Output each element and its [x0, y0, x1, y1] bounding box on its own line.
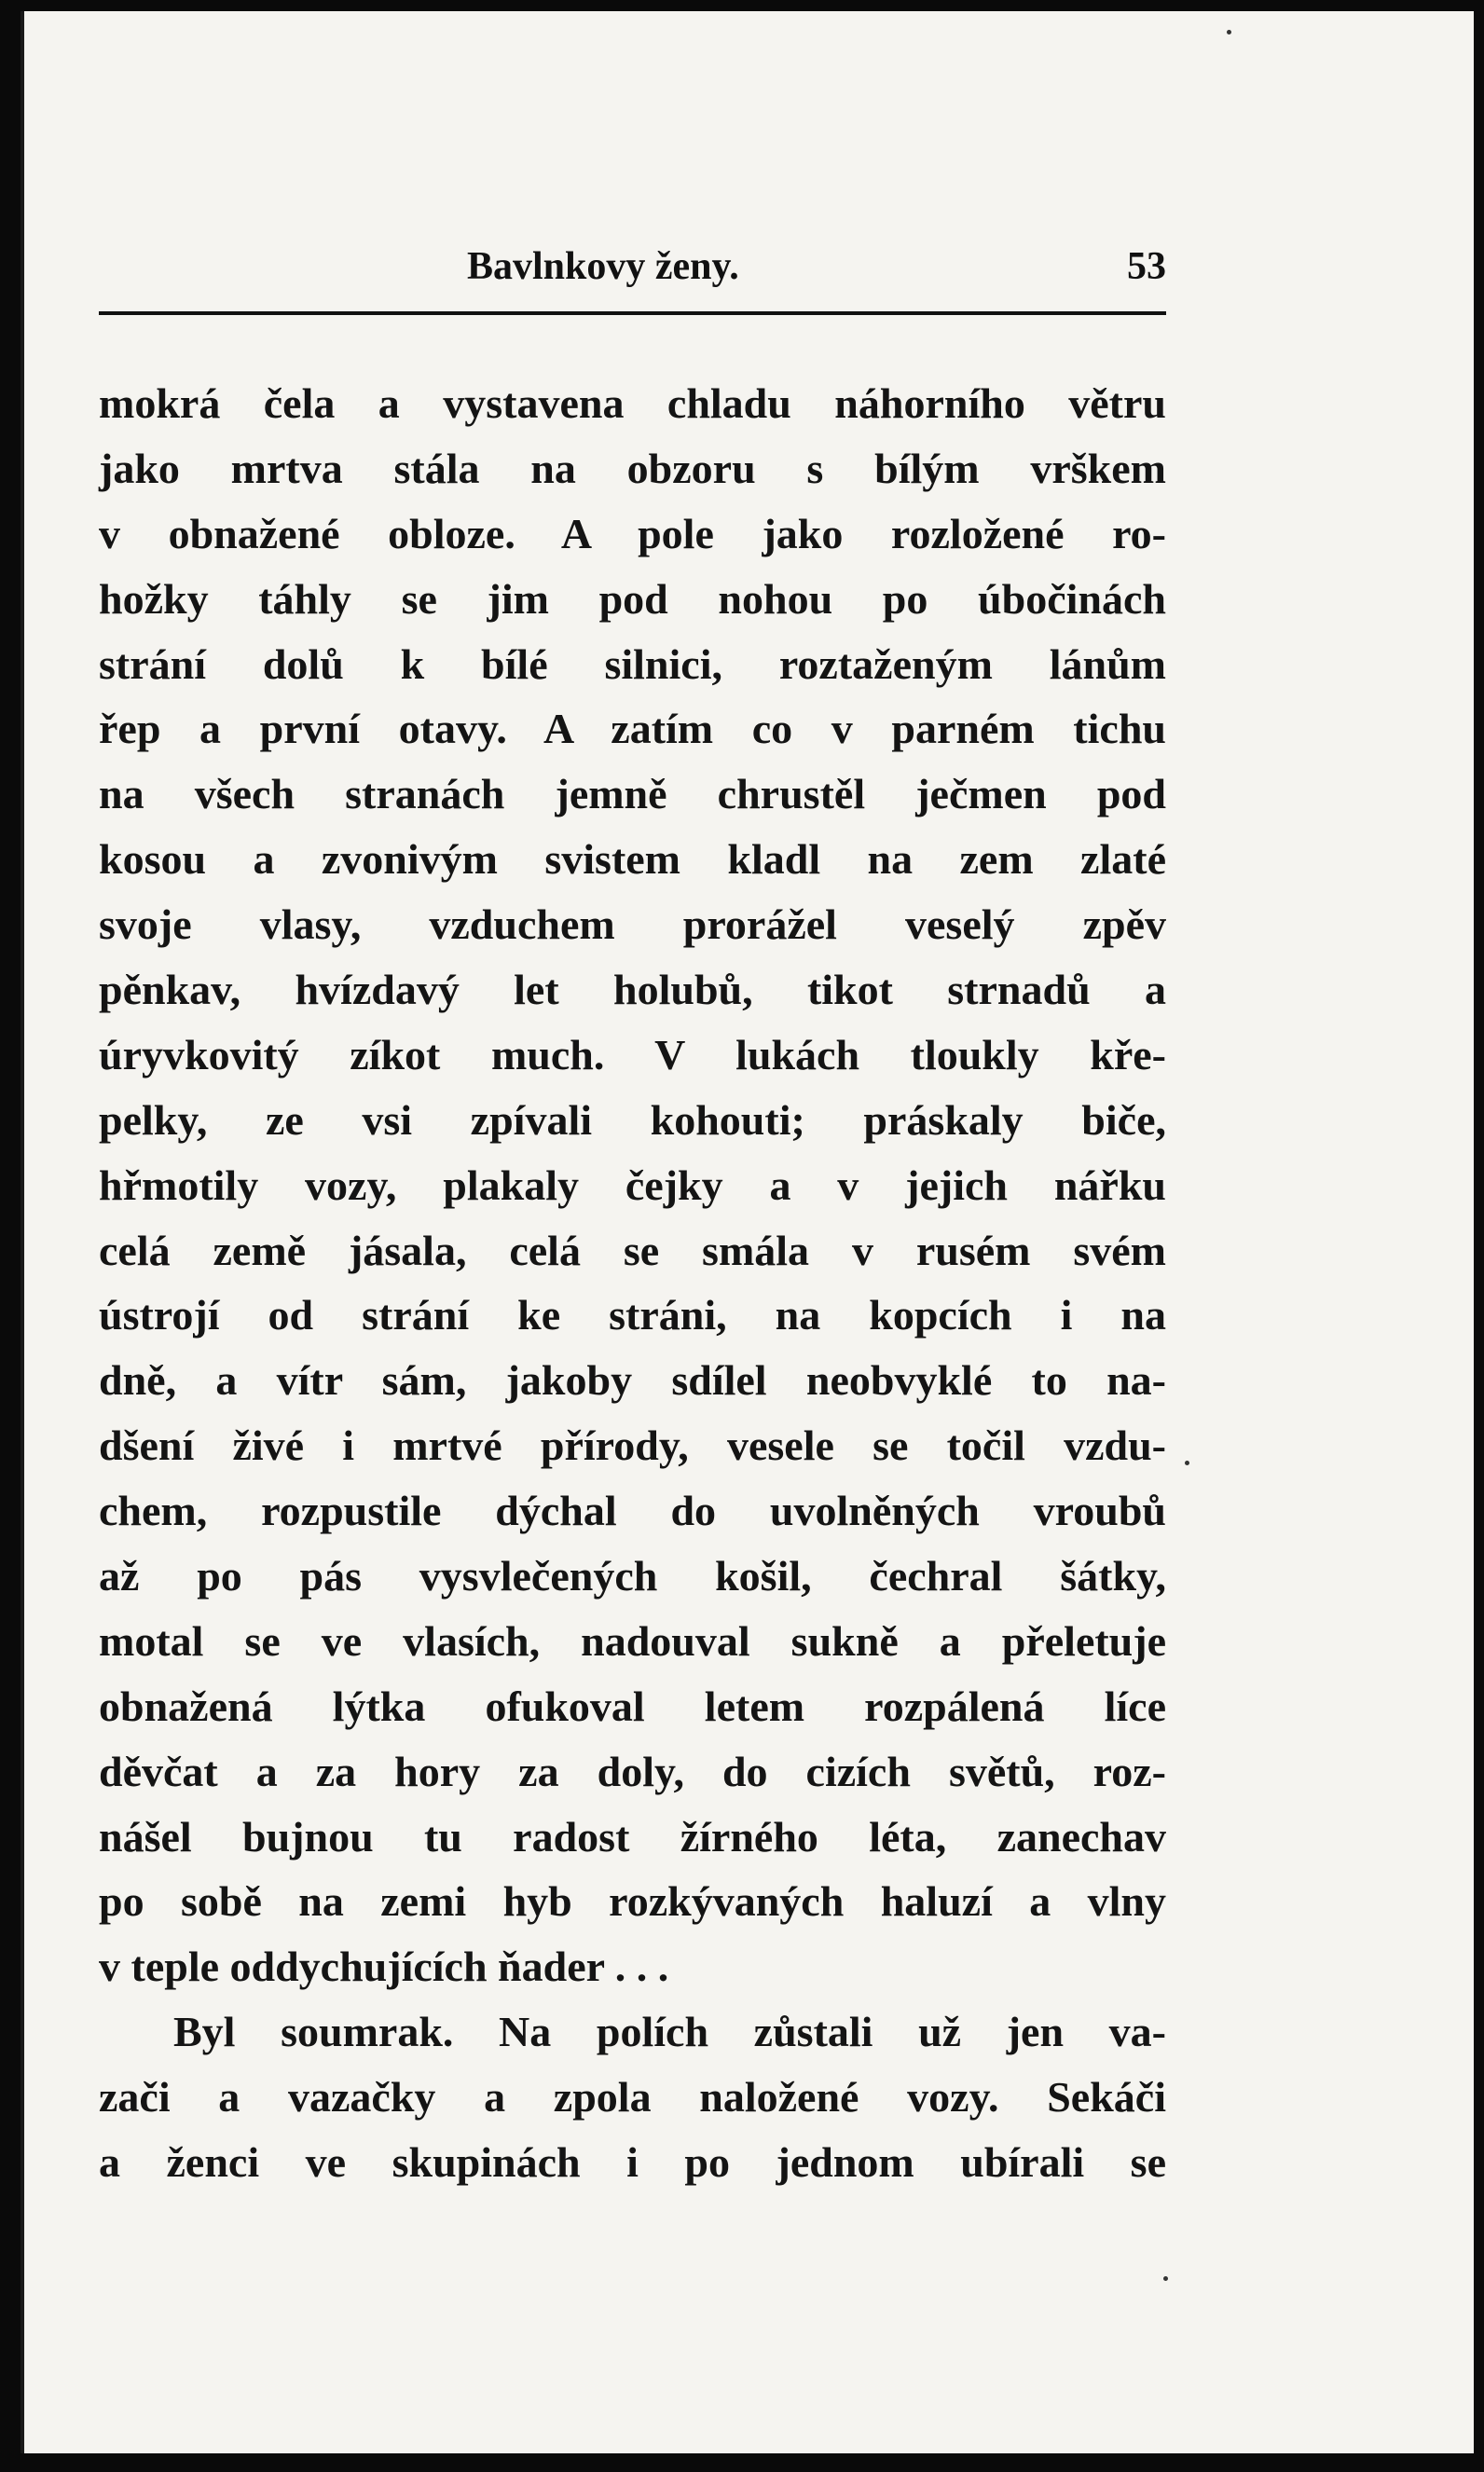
text-line: Byl soumrak. Na polích zůstali už jen va-: [173, 2008, 1166, 2056]
text-line: řep a první otavy. A zatím co v parném tichu: [99, 705, 1166, 753]
header-rule: [99, 311, 1166, 315]
dust-speck: [1185, 1461, 1189, 1465]
text-line: zači a vazačky a zpola naložené vozy. Sekáči: [99, 2073, 1166, 2122]
text-line: pelky, ze vsi zpívali kohouti; práskaly biče,: [99, 1095, 1166, 1144]
text-line: obnažená lýtka ofukoval letem rozpálená líce: [99, 1682, 1166, 1730]
text-line: strání dolů k bílé silnici, roztaženým lánům: [99, 639, 1166, 688]
page-number: 53: [1127, 245, 1166, 288]
text-line: chem, rozpustile dýchal do uvolněných vroubů: [99, 1487, 1166, 1535]
text-line: po sobě na zemi hyb rozkývaných haluzí a vlny: [99, 1877, 1166, 1926]
text-line: na všech stranách jemně chrustěl ječmen pod: [99, 770, 1166, 818]
text-line: kosou a zvonivým svistem kladl na zem zlaté: [99, 835, 1166, 884]
dust-speck: [1227, 30, 1231, 34]
text-line: úryvkovitý zíkot much. V lukách tloukly kře-: [99, 1030, 1166, 1078]
page-content: [99, 244, 1166, 2195]
text-line: hřmotily vozy, plakaly čejky a v jejich nářku: [99, 1160, 1166, 1209]
text-line: v teple oddychujících ňader . . .: [99, 1943, 669, 1991]
text-line: děvčat a za hory za doly, do cizích světů, roz-: [99, 1747, 1166, 1795]
text-line: motal se ve vlasích, nadouval sukně a přeletuje: [99, 1616, 1166, 1665]
text-line: hožky táhly se jim pod nohou po úbočinách: [99, 574, 1166, 623]
text-line: dšení živé i mrtvé přírody, vesele se točil vzdu-: [99, 1421, 1166, 1470]
running-title: Bavlnkovy ženy.: [467, 245, 739, 288]
text-line: až po pás vysvlečených košil, čechral šátky,: [99, 1552, 1166, 1600]
text-line: celá země jásala, celá se smála v rusém svém: [99, 1226, 1166, 1274]
text-line: ústrojí od strání ke stráni, na kopcích i na: [99, 1291, 1166, 1339]
paragraph-1: [99, 371, 1166, 1999]
paragraph-2: [99, 1999, 1166, 2195]
text-line: jako mrtva stála na obzoru s bílým vrškem: [99, 444, 1166, 492]
text-line: a ženci ve skupinách i po jednom ubírali se: [99, 2138, 1166, 2187]
page-header: [99, 244, 1166, 302]
text-line: pěnkav, hvízdavý let holubů, tikot strnadů a: [99, 966, 1166, 1014]
text-line: nášel bujnou tu radost žírného léta, zanechav: [99, 1812, 1166, 1861]
text-line: v obnažené obloze. A pole jako rozložené ro-: [99, 509, 1166, 557]
text-line: dně, a vítr sám, jakoby sdílel neobvyklé to na-: [99, 1356, 1166, 1405]
text-line: mokrá čela a vystavena chladu náhorního větru: [99, 379, 1166, 427]
body-text: [99, 371, 1166, 2195]
text-line: svoje vlasy, vzduchem prorážel veselý zpěv: [99, 900, 1166, 949]
book-page: [21, 11, 1474, 2453]
dust-speck: [1163, 2276, 1168, 2281]
